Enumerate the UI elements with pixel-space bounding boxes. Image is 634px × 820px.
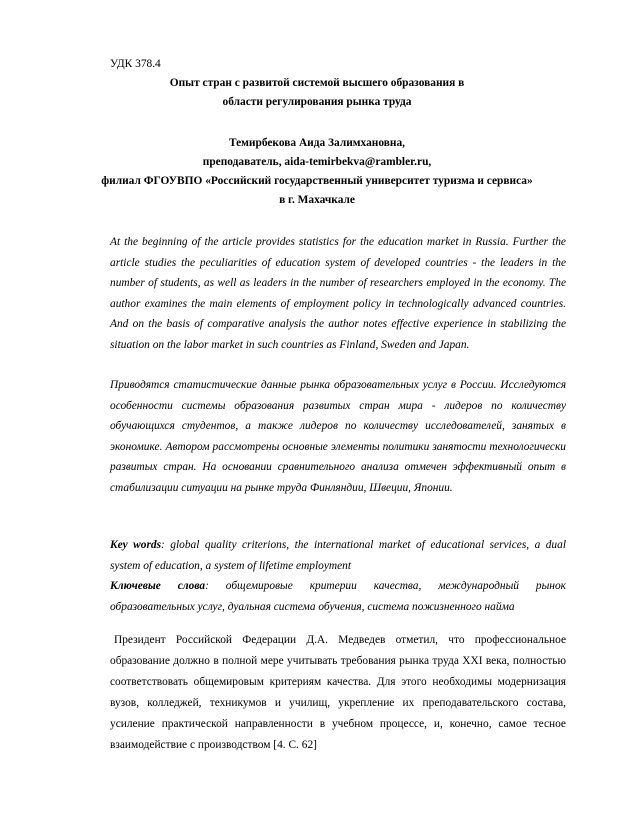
- article-title: [60, 74, 574, 112]
- keywords-block: [110, 535, 566, 617]
- udk-code: УДК 378.4: [110, 58, 161, 70]
- abstract-english: At the beginning of the article provides statistics for the education market in Russia. Further the article studies the peculiarities of education system of developed countries - the leaders in the number of students, as well as leaders in the number of researchers employed in the economy. The author examines the main elements of employment policy in technologically advanced countries. And on the basis of comparative analysis the author notes effective experience in stabilizing the situation on the labor market in such countries as Finland, Sweden and Japan.: [110, 236, 566, 351]
- keywords-russian-label: Ключевые слова: [110, 580, 206, 592]
- body-paragraph: Президент Российской Федерации Д.А. Медведев отметил, что профессиональное образование должно в полной мере учитывать требования рынка труда XXI века, полностью соответствовать общемировым критериям качества. Для этого необходимы модернизация вузов, колледжей, техникумов и училищ, укрепление их преподавательского состава, усиление практической направленности в учебном процессе, и, конечно, самое тесное взаимодействие с производством [4. С. 62]: [110, 634, 566, 751]
- author-position: преподаватель, aida-temirbekva@rambler.ru,: [202, 156, 432, 168]
- author-city: в г. Махачкале: [279, 194, 355, 206]
- keywords-english-text: : global quality criterions, the international market of educational services, a dual system of education, a system of lifetime employment: [110, 539, 566, 572]
- author-affiliation: филиал ФГОУВПО «Российский государственный университет туризма и сервиса»: [101, 175, 533, 187]
- title-line-1: Опыт стран с развитой системой высшего образования в: [169, 77, 465, 89]
- abstract-russian: Приводятся статистические данные рынка образовательных услуг в России. Исследуются особенности системы образования развитых стран мира - лидеров по количеству обучающихся студентов, а также лидеров по количеству исследователей, занятых в экономике. Автором рассмотрены основные элементы политики занятости технологически развитых стран. На основании сравнительного анализа отмечен эффективный опыт в стабилизации ситуации на рынке труда Финляндии, Швеции, Японии.: [110, 379, 566, 494]
- keywords-english: [110, 535, 566, 576]
- keywords-english-label: Key words: [110, 539, 162, 551]
- author-name: Темирбекова Аида Залимхановна,: [228, 137, 406, 149]
- keywords-russian-text: : общемировые критерии качества, международный рынок образовательных услуг, дуальная система обучения, система пожизненного найма: [110, 580, 566, 613]
- title-line-2: области регулирования рынка труда: [222, 96, 412, 108]
- keywords-russian: [110, 576, 566, 617]
- author-block: [40, 134, 594, 210]
